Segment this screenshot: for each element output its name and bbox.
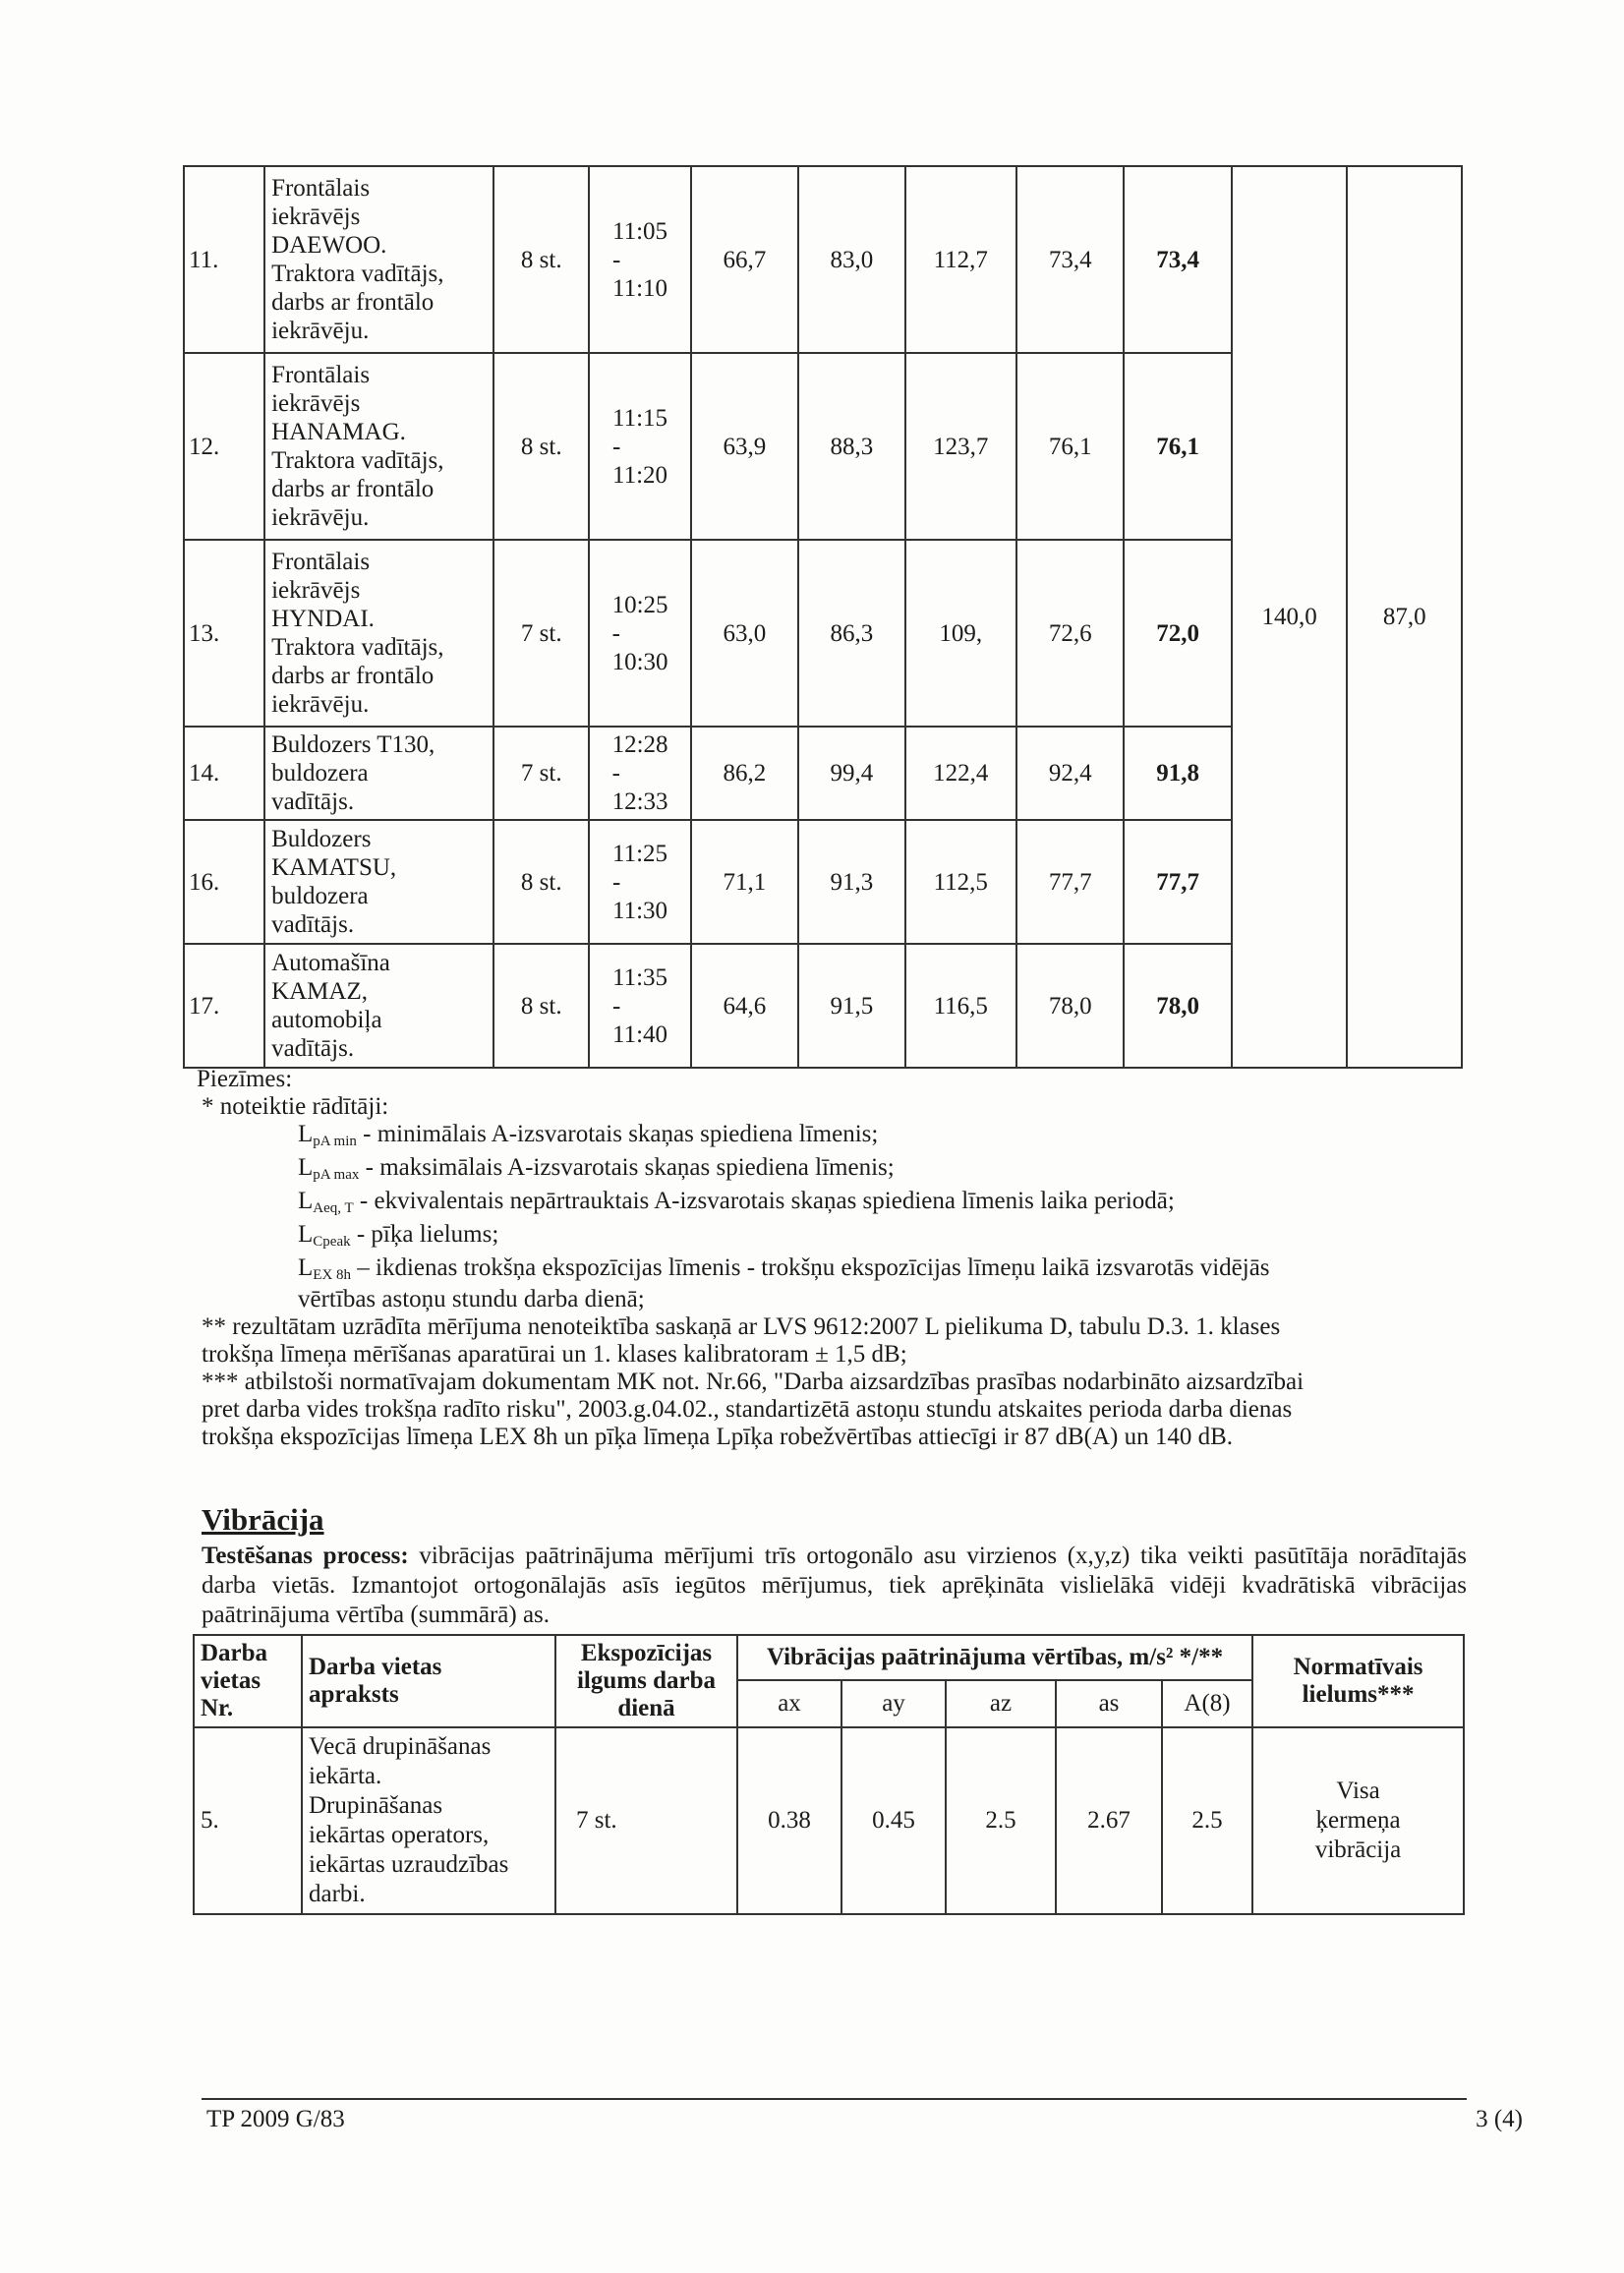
vibration-table [193, 1634, 1465, 1915]
row-value-v1: 66,7 [691, 166, 798, 353]
header-line: Nr. [201, 1695, 234, 1721]
desc-line: iekārtas operators, [309, 1822, 490, 1848]
row-nr: 17. [184, 944, 264, 1068]
row-time [589, 353, 690, 540]
vib-as: 2.67 [1056, 1727, 1162, 1914]
time-line: - [612, 433, 621, 460]
desc-line: buldozera [271, 760, 369, 787]
row-duration: 7 st. [493, 540, 589, 727]
desc-line: iekrāvēju. [271, 691, 370, 718]
time-line: 11:35 [612, 963, 668, 991]
definition-text: - minimālais A-izsvarotais skaņas spiediena līmenis; [356, 1121, 879, 1147]
definition-subscript: pA max [313, 1167, 360, 1183]
desc-line: iekrāvējs [271, 390, 361, 417]
time-line: 11:25 [612, 840, 668, 867]
desc-line: Traktora vadītājs, [271, 447, 444, 474]
header-line: Darba [201, 1640, 268, 1666]
header-as: as [1056, 1680, 1162, 1727]
row-value-v1: 71,1 [691, 820, 798, 944]
time-line: 10:25 [611, 591, 668, 618]
definition-symbol: L [298, 1154, 314, 1181]
note-line: *** atbilstoši normatīvajam dokumentam MK not. Nr.66, "Darba aizsardzības prasības nodarbināto aizsardzībai [202, 1369, 1305, 1395]
time-line: 11:10 [612, 274, 668, 302]
row-value-v3: 112,7 [905, 166, 1016, 353]
row-value-v5: 91,8 [1124, 727, 1231, 820]
vib-description [302, 1727, 555, 1914]
desc-line: Frontālais [271, 362, 371, 388]
vib-nr: 5. [194, 1727, 302, 1914]
notes-title: Piezīmes: [197, 1066, 293, 1092]
header-line: apraksts [309, 1681, 399, 1708]
row-time [589, 944, 690, 1068]
definition-text: – ikdienas trokšņa ekspozīcijas līmenis - trokšņu ekspozīcijas līmeņu laikā izsvarotās vidējās [351, 1254, 1270, 1281]
row-value-v5: 73,4 [1124, 166, 1231, 353]
definition-symbol: L [298, 1121, 314, 1147]
definition-symbol: L [298, 1221, 314, 1248]
row-value-v2: 91,5 [798, 944, 904, 1068]
desc-line: vadītājs. [271, 911, 355, 938]
norm-line: vibrācija [1314, 1836, 1402, 1863]
desc-line: Automašīna [271, 950, 390, 976]
definition-subscript: EX 8h [313, 1267, 352, 1283]
time-line: 11:15 [612, 404, 668, 432]
row-time [589, 166, 690, 353]
norm-line: ķermeņa [1315, 1807, 1401, 1834]
note-definition [298, 1121, 1478, 1155]
header-line: Ekspozīcijas [580, 1640, 713, 1666]
definition-subscript: pA min [313, 1134, 357, 1149]
definition-subscript: Cpeak [313, 1234, 351, 1250]
row-value-v5: 77,7 [1124, 820, 1231, 944]
desc-line: Drupināšanas [309, 1792, 443, 1819]
header-exposure [555, 1635, 737, 1727]
desc-line: Vecā drupināšanas [309, 1733, 492, 1760]
header-line: vietas [201, 1667, 261, 1694]
row-value-v5: 78,0 [1124, 944, 1231, 1068]
footer-divider [202, 2098, 1467, 2100]
row-value-v5: 72,0 [1124, 540, 1231, 727]
row-value-v2: 99,4 [798, 727, 904, 820]
header-nr [194, 1635, 302, 1727]
note-definition [298, 1154, 1478, 1189]
desc-line: HYNDAI. [271, 606, 375, 632]
row-value-v2: 83,0 [798, 166, 904, 353]
row-value-v4: 92,4 [1016, 727, 1124, 820]
note-definition [298, 1254, 1478, 1289]
time-line: - [612, 868, 621, 896]
desc-line: KAMAZ, [271, 978, 368, 1005]
row-nr: 16. [184, 820, 264, 944]
time-line: - [612, 992, 621, 1020]
row-nr: 12. [184, 353, 264, 540]
time-line: 12:33 [611, 788, 668, 815]
header-line: lielums*** [1302, 1681, 1415, 1708]
desc-line: Buldozers [271, 826, 372, 852]
note-line: pret darba vides trokšņa radīto risku", 2003.g.04.02., standartizētā astoņu stundu atskaites perioda darba dienas [202, 1396, 1293, 1423]
time-line: - [612, 246, 621, 273]
footer-page-number: 3 (4) [1476, 2106, 1523, 2132]
desc-line: buldozera [271, 883, 369, 909]
header-a8: A(8) [1162, 1680, 1252, 1727]
desc-line: Buldozers T130, [271, 731, 435, 758]
note-definition-continuation: vērtības astoņu stundu darba dienā; [298, 1286, 645, 1312]
limit-peak: 140,0 [1232, 166, 1348, 1068]
row-value-v4: 78,0 [1016, 944, 1124, 1068]
definition-text: - ekvivalentais nepārtrauktais A-izsvarotais skaņas spiediena līmenis laika periodā; [353, 1188, 1175, 1214]
note-line: trokšņa ekspozīcijas līmeņa LEX 8h un pīķa līmeņa Lpīķa robežvērtības attiecīgi ir 87 dB(A) un 140 dB. [202, 1424, 1234, 1450]
row-description [264, 820, 493, 944]
footer-document-id: TP 2009 G/83 [206, 2106, 345, 2132]
desc-line: Traktora vadītājs, [271, 634, 444, 661]
table-row [194, 1727, 1464, 1914]
note-definition [298, 1188, 1478, 1222]
definition-symbol: L [298, 1188, 314, 1214]
desc-line: Traktora vadītājs, [271, 261, 444, 287]
vib-az: 2.5 [946, 1727, 1056, 1914]
row-description [264, 166, 493, 353]
row-value-v3: 122,4 [905, 727, 1016, 820]
definition-symbol: L [298, 1254, 314, 1281]
vibration-process-text [202, 1542, 1467, 1630]
desc-line: darbs ar frontālo [271, 663, 435, 689]
row-description [264, 727, 493, 820]
row-value-v2: 88,3 [798, 353, 904, 540]
header-line: Darba vietas [309, 1654, 442, 1680]
row-nr: 13. [184, 540, 264, 727]
definition-text: - pīķa lielums; [350, 1221, 499, 1248]
header-ax: ax [737, 1680, 841, 1727]
time-line: - [611, 760, 620, 787]
vibration-heading: Vibrācija [202, 1502, 324, 1537]
header-line: dienā [617, 1695, 675, 1721]
row-nr: 11. [184, 166, 264, 353]
note-double-star [202, 1313, 1470, 1369]
desc-line: iekārtas uzraudzības [309, 1851, 509, 1878]
row-time [589, 820, 690, 944]
row-value-v1: 63,0 [691, 540, 798, 727]
desc-line: vadītājs. [271, 1035, 355, 1062]
limit-lex: 87,0 [1347, 166, 1462, 1068]
noise-measurements-table [183, 165, 1463, 1069]
note-line: ** rezultātam uzrādīta mērījuma nenoteiktība saskaņā ar LVS 9612:2007 L pielikuma D, tabulu D.3. 1. klases [202, 1313, 1281, 1340]
desc-line: Frontālais [271, 549, 371, 575]
norm-line: Visa [1336, 1778, 1380, 1804]
desc-line: KAMATSU, [271, 854, 397, 881]
note-definition [298, 1221, 1478, 1255]
vib-a8: 2.5 [1162, 1727, 1252, 1914]
header-line: Normatīvais [1293, 1654, 1423, 1680]
row-duration: 7 st. [493, 727, 589, 820]
header-values-group: Vibrācijas paātrinājuma vērtības, m/s² */** [737, 1635, 1252, 1680]
vib-norm [1252, 1727, 1464, 1914]
time-line: 10:30 [611, 648, 668, 675]
desc-line: darbi. [309, 1881, 366, 1907]
note-triple-star [202, 1369, 1470, 1451]
row-duration: 8 st. [493, 944, 589, 1068]
desc-line: HANAMAG. [271, 419, 406, 445]
row-value-v2: 86,3 [798, 540, 904, 727]
desc-line: automobiļa [271, 1007, 382, 1033]
process-text: vibrācijas paātrinājuma mērījumi trīs ortogonālo asu virzienos (x,y,z) tika veikti pasūtītāja norādītajās darba vietās. Izmantojot ortogonālajās asīs iegūtos mērījumus, tiek aprēķināta vislielākā vidēji kvadrātiskā vibrācijas paātrinājuma vērtība (summārā) as. [202, 1543, 1467, 1628]
header-ay: ay [841, 1680, 946, 1727]
row-description [264, 540, 493, 727]
note-line: trokšņa līmeņa mērīšanas aparatūrai un 1. klases kalibratoram ± 1,5 dB; [202, 1341, 907, 1368]
vib-exposure: 7 st. [555, 1727, 737, 1914]
vib-ay: 0.45 [841, 1727, 946, 1914]
row-duration: 8 st. [493, 166, 589, 353]
table-row [184, 166, 1462, 353]
time-line: 11:05 [612, 217, 668, 245]
row-time [589, 540, 690, 727]
desc-line: iekārta. [309, 1763, 382, 1789]
desc-line: iekrāvējs [271, 577, 361, 604]
row-description [264, 944, 493, 1068]
desc-line: iekrāvēju. [271, 504, 370, 531]
header-norm [1252, 1635, 1464, 1727]
time-line: 11:30 [612, 897, 668, 924]
desc-line: darbs ar frontālo [271, 289, 435, 316]
desc-line: iekrāvējs [271, 204, 361, 230]
row-duration: 8 st. [493, 353, 589, 540]
row-value-v4: 73,4 [1016, 166, 1124, 353]
desc-line: DAEWOO. [271, 232, 387, 259]
desc-line: darbs ar frontālo [271, 476, 435, 502]
definition-subscript: Aeq, T [313, 1200, 354, 1216]
row-value-v5: 76,1 [1124, 353, 1231, 540]
header-line: ilgums darba [576, 1667, 716, 1694]
time-line: 11:20 [612, 461, 668, 489]
row-value-v4: 77,7 [1016, 820, 1124, 944]
row-value-v3: 123,7 [905, 353, 1016, 540]
row-value-v2: 91,3 [798, 820, 904, 944]
time-line: 11:40 [612, 1020, 668, 1048]
row-value-v3: 116,5 [905, 944, 1016, 1068]
vib-ax: 0.38 [737, 1727, 841, 1914]
header-description [302, 1635, 555, 1727]
notes-star-intro: * noteiktie rādītāji: [202, 1093, 389, 1120]
row-value-v1: 64,6 [691, 944, 798, 1068]
time-line: - [611, 619, 620, 647]
row-duration: 8 st. [493, 820, 589, 944]
header-az: az [946, 1680, 1056, 1727]
desc-line: Frontālais [271, 175, 371, 202]
row-value-v3: 112,5 [905, 820, 1016, 944]
row-value-v4: 72,6 [1016, 540, 1124, 727]
time-line: 12:28 [611, 731, 668, 758]
row-value-v1: 86,2 [691, 727, 798, 820]
row-value-v4: 76,1 [1016, 353, 1124, 540]
row-nr: 14. [184, 727, 264, 820]
row-value-v3: 109, [905, 540, 1016, 727]
definition-text: - maksimālais A-izsvarotais skaņas spiediena līmenis; [359, 1154, 895, 1181]
process-label: Testēšanas process: [202, 1543, 409, 1569]
row-value-v1: 63,9 [691, 353, 798, 540]
row-description [264, 353, 493, 540]
row-time [589, 727, 690, 820]
desc-line: vadītājs. [271, 788, 355, 815]
desc-line: iekrāvēju. [271, 318, 370, 344]
